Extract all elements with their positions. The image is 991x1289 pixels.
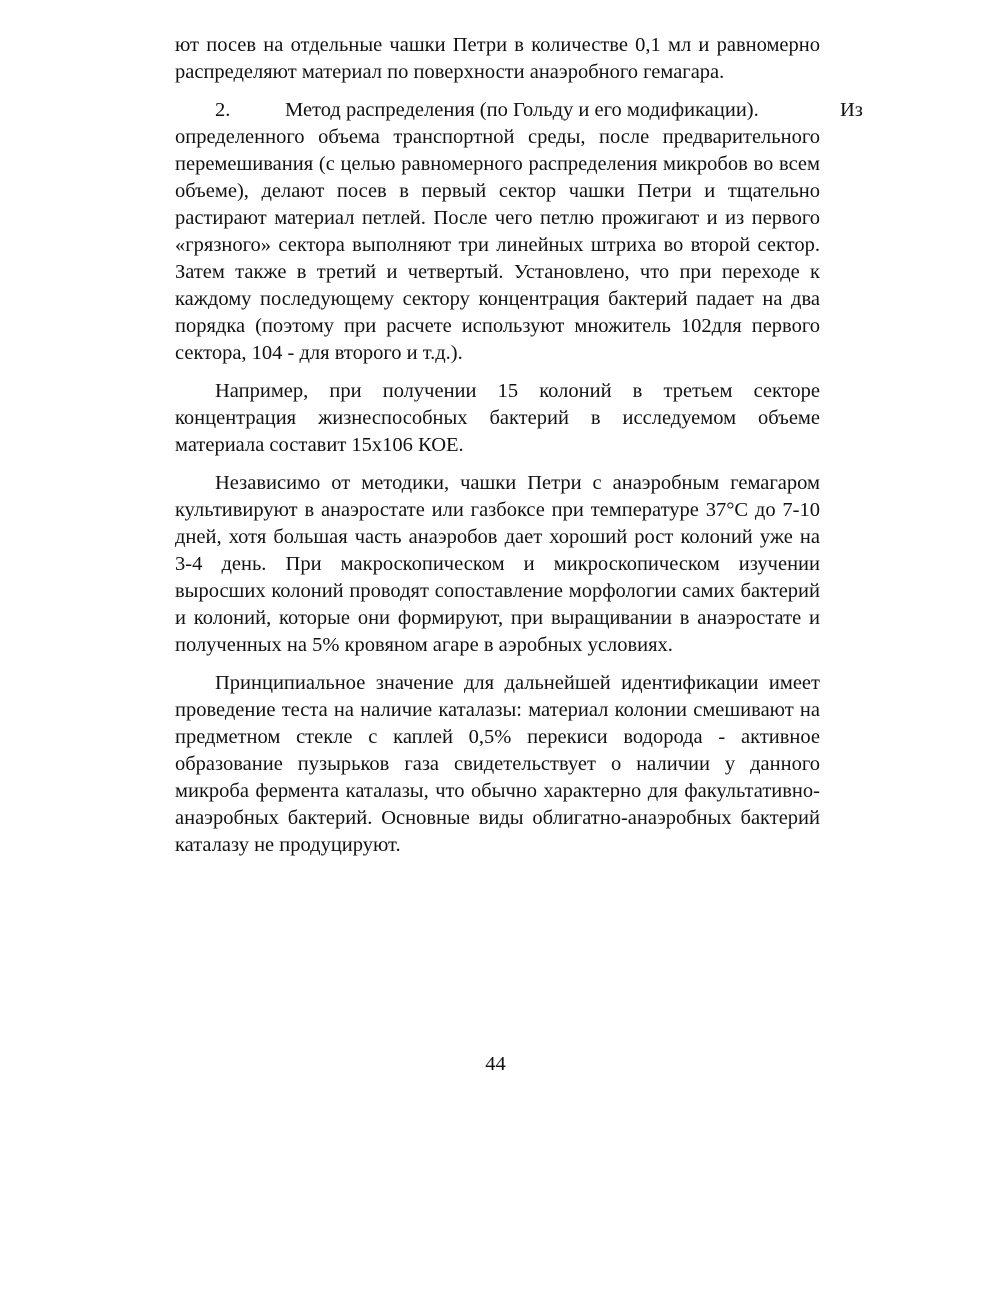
page-body xyxy=(175,32,863,870)
page-number: 44 xyxy=(485,1053,506,1075)
paragraph-5: Принципиальное значение для дальнейшей идентификации имеет проведение теста на наличие каталазы: материал колонии смешивают на предметном стекле с каплей 0,5% перекиси водорода - активное образование пузырьков газа свидетельствует о наличии у данного микроба фермента каталазы, что обычно характерно для факультативно-анаэробных бактерий. Основные виды облигатно-анаэробных бактерий каталазу не продуцируют. xyxy=(175,672,820,856)
paragraph-2-body: определенного объема транспортной среды, после предварительного перемешивания (с целью равномерного распределения микробов во всем объеме), делают посев в первый сектор чашки Петри и тщательно растирают материал петлей. После чего петлю прожигают и из первого «грязного» сектора выполняют три линейных штриха во второй сектор. Затем также в третий и четвертый. Установлено, что при переходе к каждому последующему сектору концентрация бактерий падает на два порядка (поэтому при расчете используют множитель 102для первого сектора, 104 - для второго и т.д.). xyxy=(175,126,820,364)
paragraph-2 xyxy=(175,97,820,367)
paragraph-4: Независимо от методики, чашки Петри с анаэробным гемагаром культивируют в анаэростате или газбоксе при температуре 37°С до 7-10 дней, хотя большая часть анаэробов дает хороший рост колоний уже на 3-4 день. При макроскопическом и микроскопическом изучении выросших колоний проводят сопоставление морфологии самих бактерий и колоний, которые они формируют, при выращивании в анаэростате и полученных на 5% кровяном агаре в аэробных условиях. xyxy=(175,472,820,656)
numbered-item-2 xyxy=(175,97,863,367)
paragraph-1: ют посев на отдельные чашки Петри в количестве 0,1 мл и равномерно распределяют материал по поверхности анаэробного гемагара. xyxy=(175,34,820,83)
paragraph-2-first-line: Метод распределения (по Гольду и его модификации). xyxy=(285,99,759,121)
paragraph-3: Например, при получении 15 колоний в третьем секторе концентрация жизнеспособных бактерий в исследуемом объеме материала составит 15x106 КОЕ. xyxy=(175,380,820,456)
list-number: 2. xyxy=(215,99,231,121)
paragraph-2-overflow-word: Из xyxy=(840,99,863,121)
